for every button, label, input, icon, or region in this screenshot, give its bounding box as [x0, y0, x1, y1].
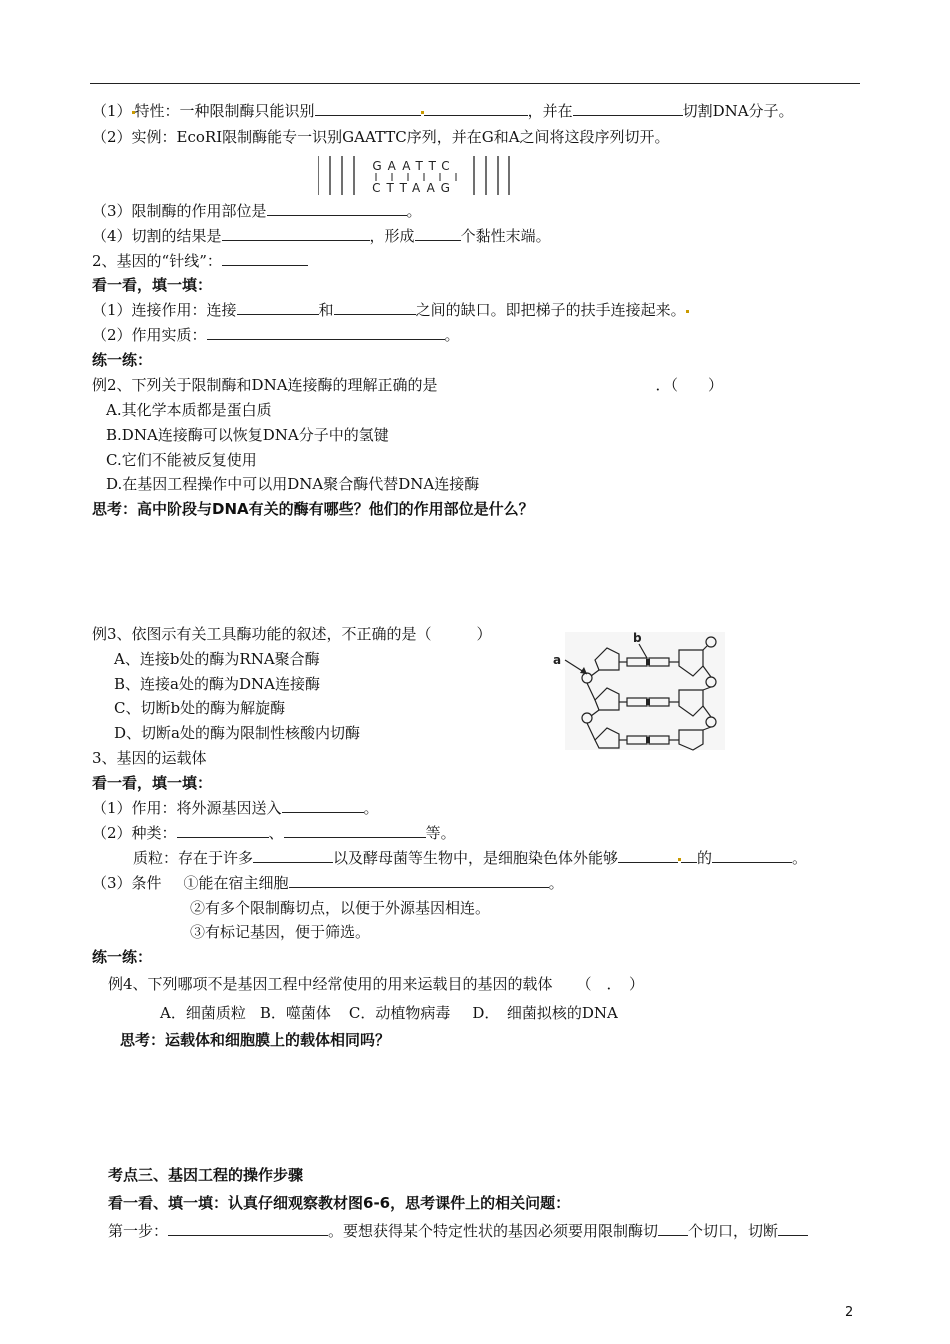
heading-practice-2: 练一练： — [92, 948, 153, 966]
heading-look-fill-2: 看一看，填一填： — [92, 774, 213, 792]
ex2-option-d: D.在基因工程操作中可以用DNA聚合酶代替DNA连接酶 — [106, 475, 480, 493]
ex4-option-c: C．动植物病毒 — [348, 1004, 451, 1022]
line-plasmid: 质粒：存在于许多 以及酵母菌等生物中，是细胞染色体外能够 的 。 — [133, 849, 808, 867]
ex3-option-c: C、切断b处的酶为解旋酶 — [114, 699, 286, 717]
line-result: （4）切割的结果是 ，形成 个黏性末端。 — [92, 227, 551, 245]
line-needle: 2、基因的“针线”： — [92, 250, 308, 272]
label-b: b — [633, 631, 642, 645]
ecori-sequence-figure — [318, 155, 510, 197]
line-ligase-function: （1）连接作用：连接 和 之间的缺口。即把梯子的扶手连接起来。 — [92, 299, 689, 321]
heading-look-fill-3: 看一看、填一填：认真仔细观察教材图6-6，思考课件上的相关问题： — [108, 1194, 571, 1212]
seq-bottom: CTTAAG — [372, 181, 456, 195]
line-example: （2）实例：EcoRI限制酶能专一识别GAATTC序列，并在G和A之间将这段序列切开。 — [92, 128, 670, 146]
section-steps: 考点三、基因工程的操作步骤 — [108, 1166, 304, 1184]
ex3-option-a: A、连接b处的酶为RNA聚合酶 — [114, 650, 320, 668]
ex4-option-a: A．细菌质粒 — [160, 1004, 246, 1022]
seq-top: GAATTC — [372, 159, 456, 173]
heading-look-fill-1: 看一看，填一填： — [92, 276, 213, 294]
question-example-2: 例2、下列关于限制酶和DNA连接酶的理解正确的是 ．（ ） — [92, 376, 724, 394]
question-example-4: 例4、下列哪项不是基因工程中经常使用的用来运载目的基因的载体 （ ． ） — [108, 975, 645, 993]
line-condition-2: ②有多个限制酶切点，以便于外源基因相连。 — [190, 899, 491, 917]
line-vector-function: （1）作用：将外源基因送入 。 — [92, 799, 379, 817]
ex2-option-b: B.DNA连接酶可以恢复DNA分子中的氢键 — [106, 426, 389, 444]
ex3-option-d: D、切断a处的酶为限制性核酸内切酶 — [114, 724, 360, 742]
ex2-option-c: C.它们不能被反复使用 — [106, 451, 257, 469]
ex4-options — [160, 1002, 618, 1024]
line-site: （3）限制酶的作用部位是 。 — [92, 202, 422, 220]
dna-structure-figure — [547, 630, 727, 752]
header-rule — [90, 83, 860, 84]
ex3-option-b: B、连接a处的酶为DNA连接酶 — [114, 675, 320, 693]
question-example-3: 例3、依图示有关工具酶功能的叙述，不正确的是（ ） — [92, 625, 492, 643]
think-question-1: 思考：高中阶段与DNA有关的酶有哪些？他们的作用部位是什么？ — [92, 500, 534, 518]
ex4-option-b: B．噬菌体 — [259, 1004, 331, 1022]
line-condition-3: ③有标记基因，便于筛选。 — [190, 923, 371, 941]
page-number: 2 — [845, 1305, 854, 1320]
ex4-option-d: D． 细菌拟核的DNA — [472, 1004, 618, 1022]
label-a: a — [553, 653, 562, 667]
ex2-option-a: A.其化学本质都是蛋白质 — [106, 401, 272, 419]
heading-practice-1: 练一练： — [92, 351, 153, 369]
line-ligase-essence: （2）作用实质： 。 — [92, 326, 460, 344]
line-condition-1: （3）条件 ①能在宿主细胞 。 — [92, 874, 564, 892]
section-vector: 3、基因的运载体 — [92, 749, 207, 767]
think-question-2: 思考：运载体和细胞膜上的载体相同吗？ — [120, 1031, 391, 1049]
line-vector-types: （2）种类： 、 等。 — [92, 824, 456, 842]
line-specificity: （1） 特性：一种限制酶只能识别 ，并在 切割DNA分子。 — [92, 102, 794, 120]
line-step-1: 第一步： 。要想获得某个特定性状的基因必须要用限制酶切 个切口，切断 — [108, 1220, 808, 1242]
